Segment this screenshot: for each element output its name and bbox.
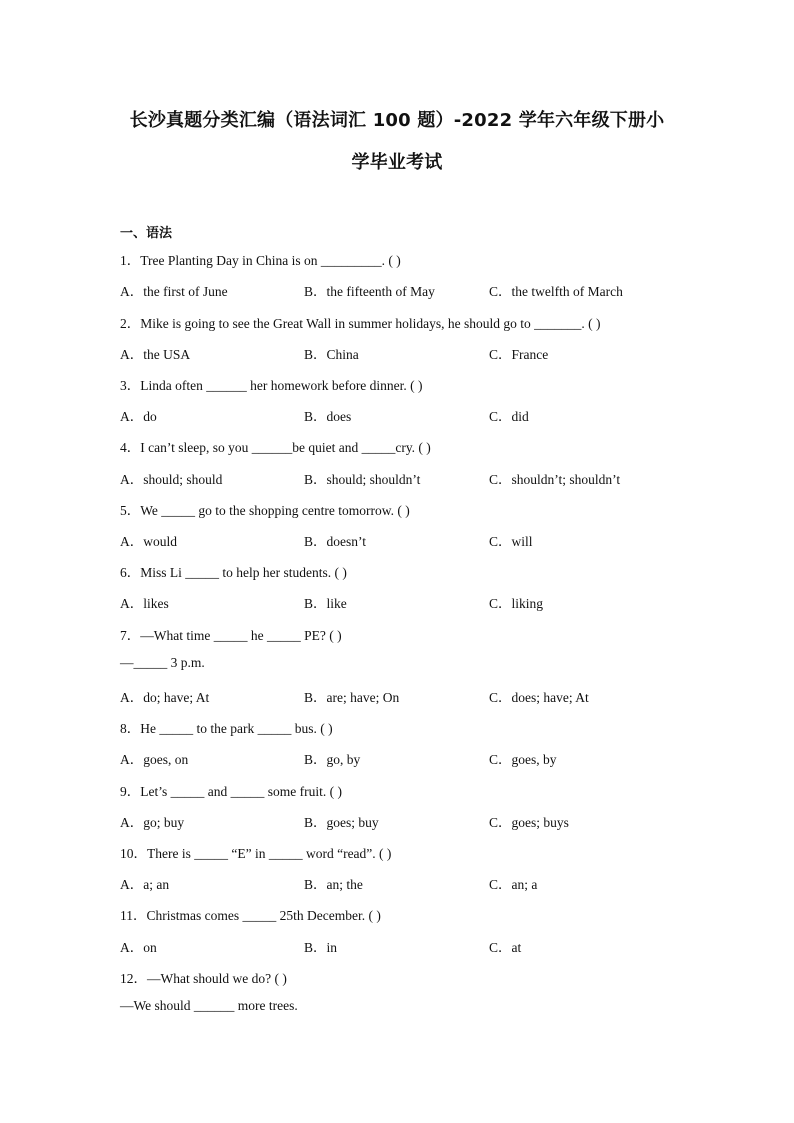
option-b[interactable]: B．China [304, 347, 359, 362]
question-7-stem: 7．—What time _____ he _____ PE? ( ) [120, 628, 342, 643]
option-a[interactable]: A．the first of June [120, 284, 228, 299]
option-a[interactable]: A．would [120, 534, 177, 549]
option-c[interactable]: C．does; have; At [489, 690, 589, 705]
option-b[interactable]: B．doesn’t [304, 534, 367, 549]
question-5-stem: 5．We _____ go to the shopping centre tomorrow. ( ) [120, 503, 410, 518]
page-title-line-2: 学毕业考试 [351, 152, 443, 173]
option-b[interactable]: B．should; shouldn’t [304, 472, 421, 487]
option-a[interactable]: A．go; buy [120, 815, 185, 830]
option-c[interactable]: C．did [489, 409, 529, 424]
question-12-stem-reply: —We should ______ more trees. [120, 998, 298, 1013]
option-a[interactable]: A．the USA [120, 347, 191, 362]
option-b[interactable]: B．does [304, 409, 352, 424]
option-a[interactable]: A．should; should [120, 472, 223, 487]
question-8-stem: 8．He _____ to the park _____ bus. ( ) [120, 721, 333, 736]
option-a[interactable]: A．on [120, 940, 157, 955]
question-12-stem: 12．—What should we do? ( ) [120, 971, 287, 986]
option-a[interactable]: A．do [120, 409, 157, 424]
option-c[interactable]: C．liking [489, 596, 544, 611]
option-b[interactable]: B．are; have; On [304, 690, 400, 705]
option-c[interactable]: C．goes, by [489, 752, 557, 767]
option-c[interactable]: C．shouldn’t; shouldn’t [489, 472, 621, 487]
question-3-stem: 3．Linda often ______ her homework before dinner. ( ) [120, 378, 423, 393]
option-c[interactable]: C．goes; buys [489, 815, 569, 830]
option-b[interactable]: B．go, by [304, 752, 361, 767]
question-2-stem: 2．Mike is going to see the Great Wall in summer holidays, he should go to _______. ( ) [120, 316, 601, 331]
option-b[interactable]: B．like [304, 596, 347, 611]
question-4-stem: 4．I can’t sleep, so you ______be quiet and _____cry. ( ) [120, 440, 431, 455]
option-c[interactable]: C．France [489, 347, 549, 362]
option-b[interactable]: B．goes; buy [304, 815, 379, 830]
option-c[interactable]: C．an; a [489, 877, 538, 892]
option-b[interactable]: B．the fifteenth of May [304, 284, 435, 299]
question-6-stem: 6．Miss Li _____ to help her students. ( ) [120, 565, 347, 580]
option-c[interactable]: C．the twelfth of March [489, 284, 623, 299]
question-11-stem: 11．Christmas comes _____ 25th December. ( ) [120, 908, 381, 923]
question-10-stem: 10．There is _____ “E” in _____ word “read”. ( ) [120, 846, 392, 861]
page-title-line-1: 长沙真题分类汇编（语法词汇 100 题）-2022 学年六年级下册小 [129, 110, 665, 131]
question-9-stem: 9．Let’s _____ and _____ some fruit. ( ) [120, 784, 342, 799]
option-c[interactable]: C．at [489, 940, 522, 955]
option-c[interactable]: C．will [489, 534, 533, 549]
option-b[interactable]: B．in [304, 940, 338, 955]
option-a[interactable]: A．likes [120, 596, 169, 611]
section-heading-grammar: 一、语法 [120, 226, 173, 241]
question-7-stem-reply: —_____ 3 p.m. [120, 655, 205, 670]
option-a[interactable]: A．goes, on [120, 752, 189, 767]
option-a[interactable]: A．a; an [120, 877, 170, 892]
option-b[interactable]: B．an; the [304, 877, 363, 892]
option-a[interactable]: A．do; have; At [120, 690, 210, 705]
question-1-stem: 1．Tree Planting Day in China is on _________. ( ) [120, 253, 401, 268]
